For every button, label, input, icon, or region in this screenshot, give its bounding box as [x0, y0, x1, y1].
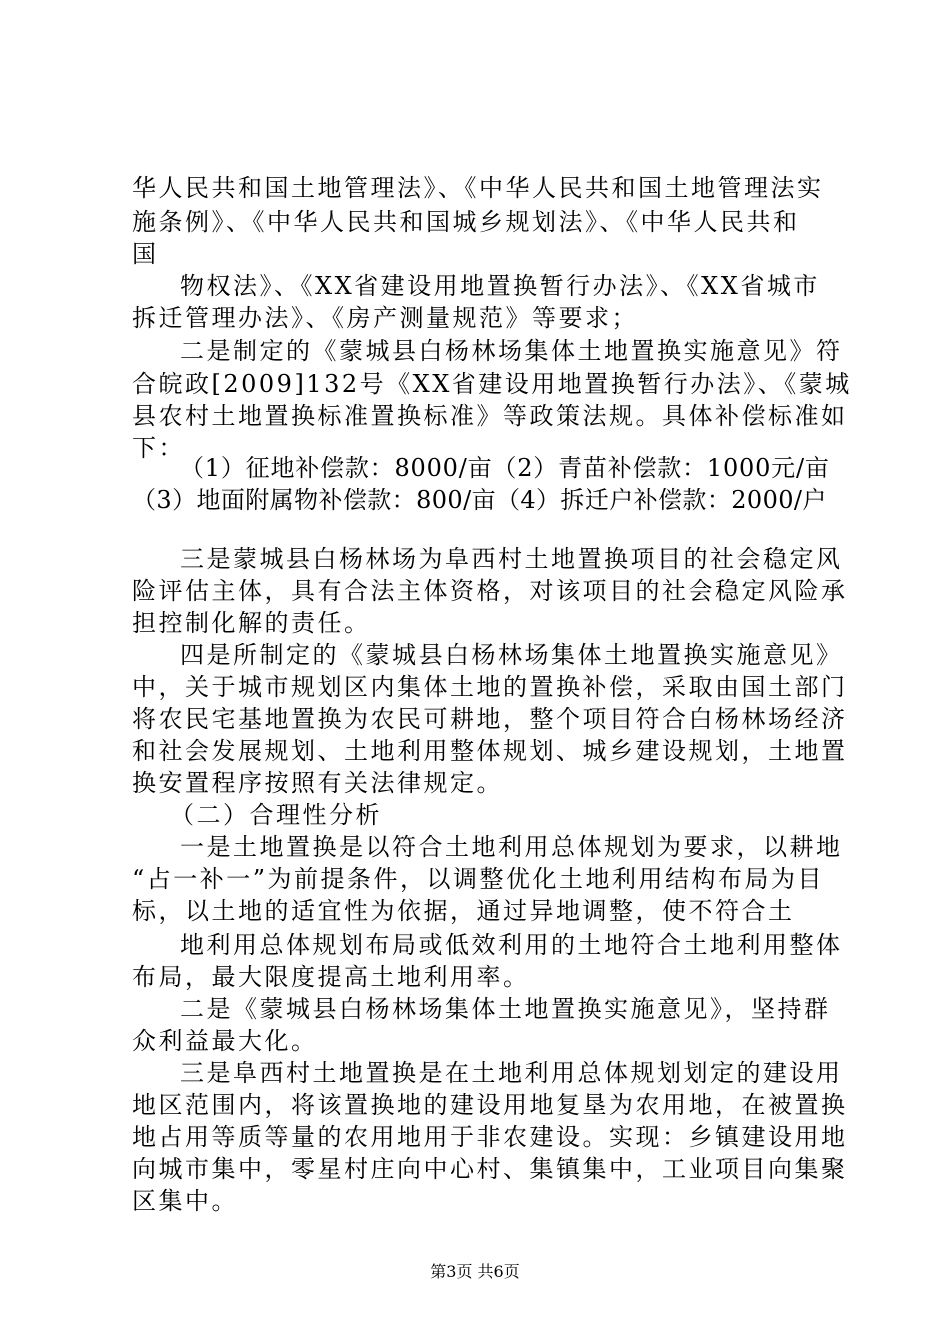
- body-text-line: 区集中。: [132, 1187, 238, 1215]
- body-text-line: 地区范围内，将该置换地的建设用地复垦为农用地，在被置换: [132, 1091, 848, 1119]
- body-text-line: 险评估主体，具有合法主体资格，对该项目的社会稳定风险承: [132, 577, 848, 605]
- body-text-line: 华人民共和国土地管理法》、《中华人民共和国土地管理法实: [132, 174, 824, 202]
- body-text-line: 布局，最大限度提高土地利用率。: [132, 963, 530, 991]
- body-text-line: 三是阜西村土地置换是在土地利用总体规划划定的建设用: [180, 1059, 843, 1087]
- body-text-line: 下：: [132, 434, 185, 462]
- body-text-line: 县农村土地置换标准置换标准》等政策法规。具体补偿标准如: [132, 402, 848, 430]
- body-text-line: 四是所制定的《蒙城县白杨林场集体土地置换实施意见》: [180, 641, 843, 669]
- body-text-line: 二是《蒙城县白杨林场集体土地置换实施意见》，坚持群: [180, 995, 831, 1023]
- body-text-line: 一是土地置换是以符合土地利用总体规划为要求，以耕地: [180, 833, 843, 861]
- body-text-line: 地利用总体规划布局或低效利用的土地符合土地利用整体: [180, 931, 843, 959]
- body-text-line: 拆迁管理办法》、《房产测量规范》等要求；: [132, 304, 638, 332]
- page-footer: 第3页 共6页: [430, 1262, 520, 1281]
- body-text-line: 合皖政[2009]132号《XX省建设用地置换暂行办法》、《蒙城: [132, 370, 852, 398]
- body-text-line: 换安置程序按照有关法律规定。: [132, 769, 503, 797]
- body-text-line: 将农民宅基地置换为农民可耕地，整个项目符合白杨林场经济: [132, 705, 848, 733]
- body-text-line: 物权法》、《XX省建设用地置换暂行办法》、《XX省城市: [180, 272, 820, 300]
- body-text-line: （3）地面附属物补偿款：800/亩（4）拆迁户补偿款：2000/户: [132, 486, 827, 514]
- body-text-line: 众利益最大化。: [132, 1027, 318, 1055]
- section-heading: （二）合理性分析: [170, 801, 382, 829]
- body-text-line: 向城市集中，零星村庄向中心村、集镇集中，工业项目向集聚: [132, 1155, 848, 1183]
- body-text-line: 三是蒙城县白杨林场为阜西村土地置换项目的社会稳定风: [180, 545, 843, 573]
- body-text-line: 施条例》、《中华人民共和国城乡规划法》、《中华人民共和: [132, 208, 800, 236]
- body-text-line: 二是制定的《蒙城县白杨林场集体土地置换实施意见》符: [180, 337, 843, 365]
- body-text-line: 标，以土地的适宜性为依据，通过异地调整，使不符合土: [132, 897, 795, 925]
- body-text-line: （1）征地补偿款：8000/亩（2）青苗补偿款：1000元/亩: [180, 454, 830, 482]
- body-text-line: 和社会发展规划、土地利用整体规划、城乡建设规划，土地置: [132, 737, 848, 765]
- body-text-line: 地占用等质等量的农用地用于非农建设。实现：乡镇建设用地: [132, 1123, 848, 1151]
- body-text-line: “占一补一”为前提条件，以调整优化土地利用结构布局为目: [132, 865, 825, 893]
- body-text-line: 国: [132, 240, 159, 268]
- body-text-line: 中，关于城市规划区内集体土地的置换补偿，采取由国土部门: [132, 673, 848, 701]
- body-text-line: 担控制化解的责任。: [132, 609, 371, 637]
